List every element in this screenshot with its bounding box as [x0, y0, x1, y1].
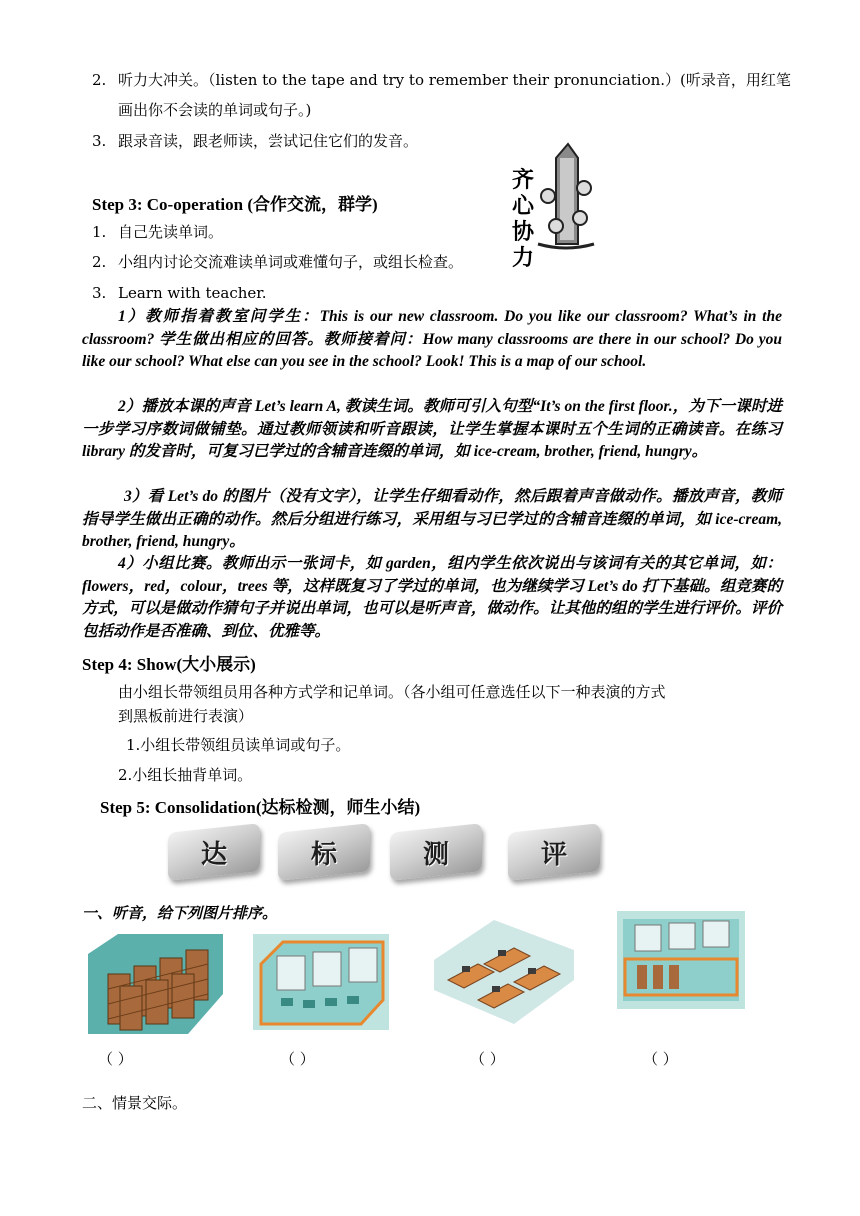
step4-item-1: 1.小组长带领组员读单词或句子。	[126, 736, 351, 754]
exercise1-title: 一、听音，给下列图片排序。	[82, 904, 278, 922]
activity-paragraph-3: 3）看 Let’s do 的图片（没有文字），让学生仔细看动作，然后跟着声音做动作。播放声音，教师指导学生做出正确的动作。然后分组进行练习，采用组与习已学过的含辅音连缀的单词，如 ice-cream, brother, friend, hungry。	[82, 488, 782, 550]
step5-badges	[160, 822, 610, 884]
logo-text: 齐心协力	[512, 168, 569, 271]
answer-blank-1[interactable]: （ ）	[98, 1050, 133, 1068]
step5-title: Step 5: Consolidation(达标检测，师生小结)	[100, 798, 421, 817]
answer-blank-3[interactable]: （ ）	[470, 1050, 505, 1068]
picture-building	[617, 911, 745, 1009]
activity-paragraph-2: 2）播放本课的声音 Let’s learn A, 教读生词。教师可引入句型“It’s on the first floor.，为下一课时进一步学习序数词做铺垫。通过教师领读和听音跟读，让学生掌握本课时五个生词的正确读音。在练习 library 的发音时，可复习已学过的含辅音连缀的单词，如 ice-cream, brother, friend, hungry。	[82, 398, 782, 460]
picture-computer-room	[434, 920, 574, 1024]
step3-item-1	[92, 222, 223, 242]
item-number: 2.	[92, 71, 107, 89]
step4-intro-line1: 由小组长带领组员用各种方式学和记单词。（各小组可任意选任以下一种表演的方式	[118, 683, 666, 701]
badge-ce: 测	[390, 823, 482, 881]
item-text: 小组内讨论交流难读单词或难懂句子，或组长检查。	[118, 253, 464, 271]
answer-blank-4[interactable]: （ ）	[643, 1050, 678, 1068]
activity-paragraph-4: 4）小组比赛。教师出示一张词卡，如 garden，组内学生依次说出与该词有关的其它单词，如：flowers，red，colour，trees 等，这样既复习了学过的单词，也为继续学习 Let’s do 打下基础。组竞赛的方式，可以是做动作猜句子并说出单词，也可以是听声音，做动作。让其他的组的学生进行评价。评价包括动作是否准确、到位、优雅等。	[82, 555, 782, 640]
picture-library	[88, 934, 223, 1034]
badge-biao: 标	[278, 823, 370, 881]
item-text: 听力大冲关。（listen to the tape and try to remember their pronunciation.）(听录音，用红笔	[118, 71, 791, 89]
step3-item-3	[92, 283, 267, 303]
exercise2-title: 二、情景交际。	[82, 1094, 188, 1112]
picture-classroom	[253, 934, 389, 1030]
step4-intro-line2: 到黑板前进行表演）	[118, 707, 254, 725]
answer-blank-2[interactable]: （ ）	[280, 1050, 315, 1068]
badge-ping: 评	[508, 823, 600, 881]
step3-title: Step 3: Co-operation (合作交流，群学)	[92, 195, 378, 214]
activity-paragraph-1: 1）教师指着教室问学生：This is our new classroom. Do you like our classroom? What’s in the classroom? 学生做出相应的回答。教师接着问：How many classrooms are there in our school? Do you like our school? What else can you see in the school? Look! This is a map of our school.	[82, 308, 782, 370]
item-number: 3.	[92, 132, 107, 150]
intro-item-2-continued: 画出你不会读的单词或句子。)	[118, 101, 312, 119]
badge-da: 达	[168, 823, 260, 881]
intro-item-2	[92, 70, 791, 90]
item-text: 自己先读单词。	[118, 223, 224, 241]
item-text: Learn with teacher.	[118, 284, 267, 302]
item-number: 2.	[92, 253, 107, 271]
teamwork-logo	[508, 140, 620, 271]
step4-title: Step 4: Show(大小展示)	[82, 655, 256, 674]
item-number: 1.	[92, 223, 107, 241]
step3-item-2	[92, 252, 463, 272]
item-text: 跟录音读，跟老师读，尝试记住它们的发音。	[118, 132, 419, 150]
item-number: 3.	[92, 284, 107, 302]
intro-item-3	[92, 131, 418, 151]
step4-item-2: 2.小组长抽背单词。	[118, 766, 253, 784]
